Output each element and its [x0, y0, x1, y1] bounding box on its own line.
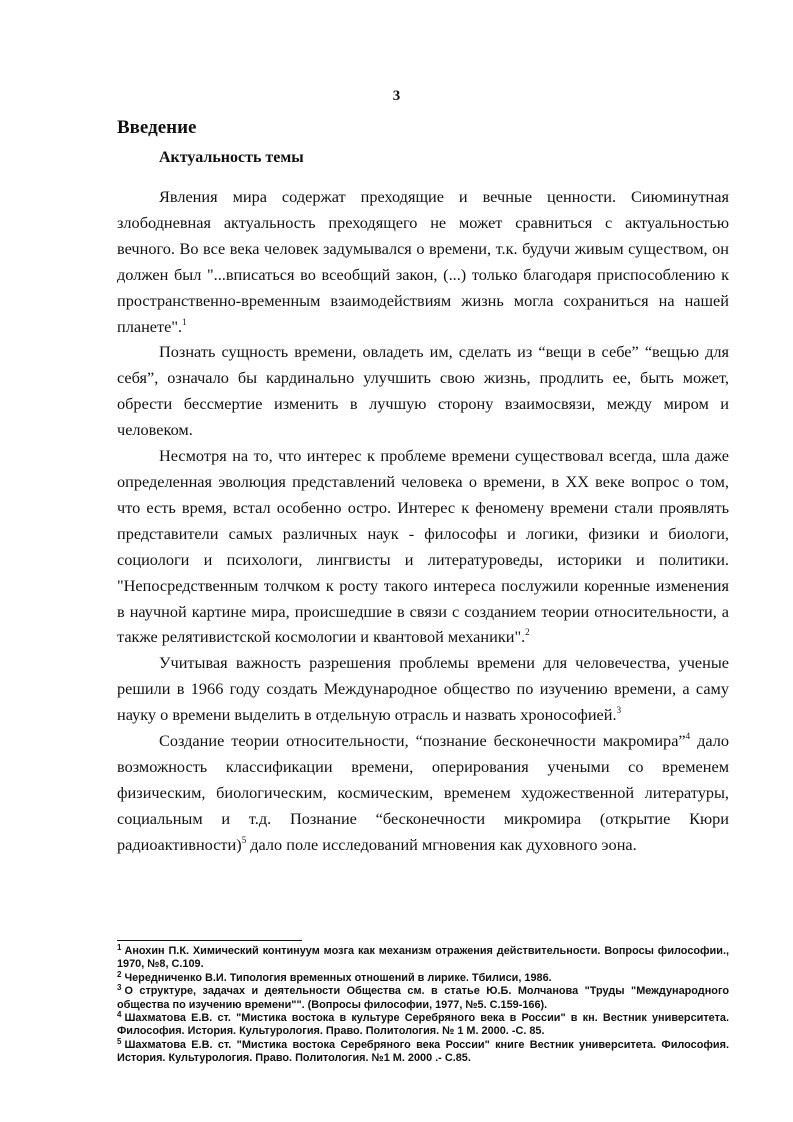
- paragraph-5-text-b: дало возможность классификации времени, оперирования учеными со временем физическим, биологическим, космическим, временем художественной литературы, социальным и т.д. Познание “бесконечности микромира (открытие Кюри радиоактивности): [117, 731, 729, 854]
- footnote-ref-5: 5: [241, 834, 247, 845]
- footnote-4-mark: 4: [117, 1010, 122, 1020]
- footnote-ref-3: 3: [616, 705, 622, 716]
- footnote-separator: [117, 940, 302, 941]
- section-heading: Введение: [117, 117, 197, 138]
- page-number: 3: [392, 88, 401, 104]
- body-text: [117, 184, 729, 858]
- footnote-5-mark: 5: [117, 1036, 122, 1046]
- section-subheading: Актуальность темы: [159, 149, 304, 166]
- paragraph-5: [117, 728, 729, 858]
- footnote-ref-1: 1: [182, 316, 187, 327]
- paragraph-2: [117, 339, 729, 443]
- paragraph-5-text-c: дало поле исследований мгновения как духовного эона.: [246, 834, 637, 854]
- footnote-3: [117, 985, 729, 1012]
- footnote-3-mark: 3: [117, 983, 122, 993]
- paragraph-2-text: Познать сущность времени, овладеть им, сделать из “вещи в себе” “вещью для себя”, означало бы кардинально улучшить свою жизнь, продлить ее, быть может, обрести бессмертие изменить в лучшую сторону взаимосвязи, между миром и человеком.: [117, 342, 729, 440]
- footnote-2: [117, 969, 729, 985]
- paragraph-3: [117, 443, 729, 650]
- footnotes: [117, 945, 729, 1066]
- footnote-4: [117, 1012, 729, 1039]
- paragraph-1: [117, 184, 729, 339]
- paragraph-3-text: Несмотря на то, что интерес к проблеме времени существовал всегда, шла даже определенная эволюция представлений человека о времени, в XX веке вопрос о том, что есть время, встал особенно остро. Интерес к феномену времени стали проявлять представители самых различных наук - философы и логики, физики и биологи, социологи и психологи, лингвисты и литературоведы, историки и политики. "Непосредственным толчком к росту такого интереса послужили коренные изменения в научной картине мира, происшедшие в связи с созданием теории относительности, а также релятивистской космологии и квантовой механики".: [117, 446, 729, 647]
- paragraph-4: [117, 650, 729, 728]
- footnote-1-mark: 1: [117, 943, 122, 952]
- footnote-3-text: О структуре, задачах и деятельности Общества см. в статье Ю.Б. Молчанова "Труды "Международного общества по изучению времени"". (Вопросы философии, 1977, №5. С.159-166).: [117, 985, 729, 1011]
- footnote-ref-2: 2: [525, 627, 530, 638]
- footnote-ref-4: 4: [685, 731, 691, 742]
- footnote-4-text: Шахматова Е.В. ст. "Мистика востока в культуре Серебряного века в России" в кн. Вестник университета. Философия. История. Культурология. Право. Политология. № 1 М. 2000. -С. 85.: [117, 1012, 729, 1038]
- footnote-2-mark: 2: [117, 969, 122, 979]
- paragraph-1-text: Явления мира содержат преходящие и вечные ценности. Сиюминутная злободневная актуальность преходящего не может сравниться с актуальностью вечного. Во все века человек задумывался о времени, т.к. будучи живым существом, он должен был "...вписаться во всеобщий закон, (...) только благодаря приспособлению к пространственно-временным взаимодействиям жизнь могла сохраниться на нашей планете".: [117, 187, 729, 336]
- paragraph-4-text: Учитывая важность разрешения проблемы времени для человечества, ученые решили в 1966 году создать Международное общество по изучению времени, а саму науку о времени выделить в отдельную отрасль и назвать хронософией.: [117, 653, 729, 725]
- footnote-1: [117, 945, 729, 972]
- footnote-5-text: Шахматова Е.В. ст. "Мистика востока Серебряного века России" книге Вестник университета. Философия. История. Культурология. Право. Политология. №1 М. 2000 .- С.85.: [117, 1038, 729, 1065]
- footnote-2-text: Чередниченко В.И. Типология временных отношений в лирике. Тбилиси, 1986.: [124, 971, 552, 984]
- footnote-5: [117, 1036, 729, 1066]
- paragraph-5-text-a: Создание теории относительности, “познание бесконечности макромира”: [159, 731, 686, 751]
- footnote-1-text: Анохин П.К. Химический континуум мозга как механизм отражения действительности. Вопросы философии., 1970, №8, С.109.: [117, 945, 729, 971]
